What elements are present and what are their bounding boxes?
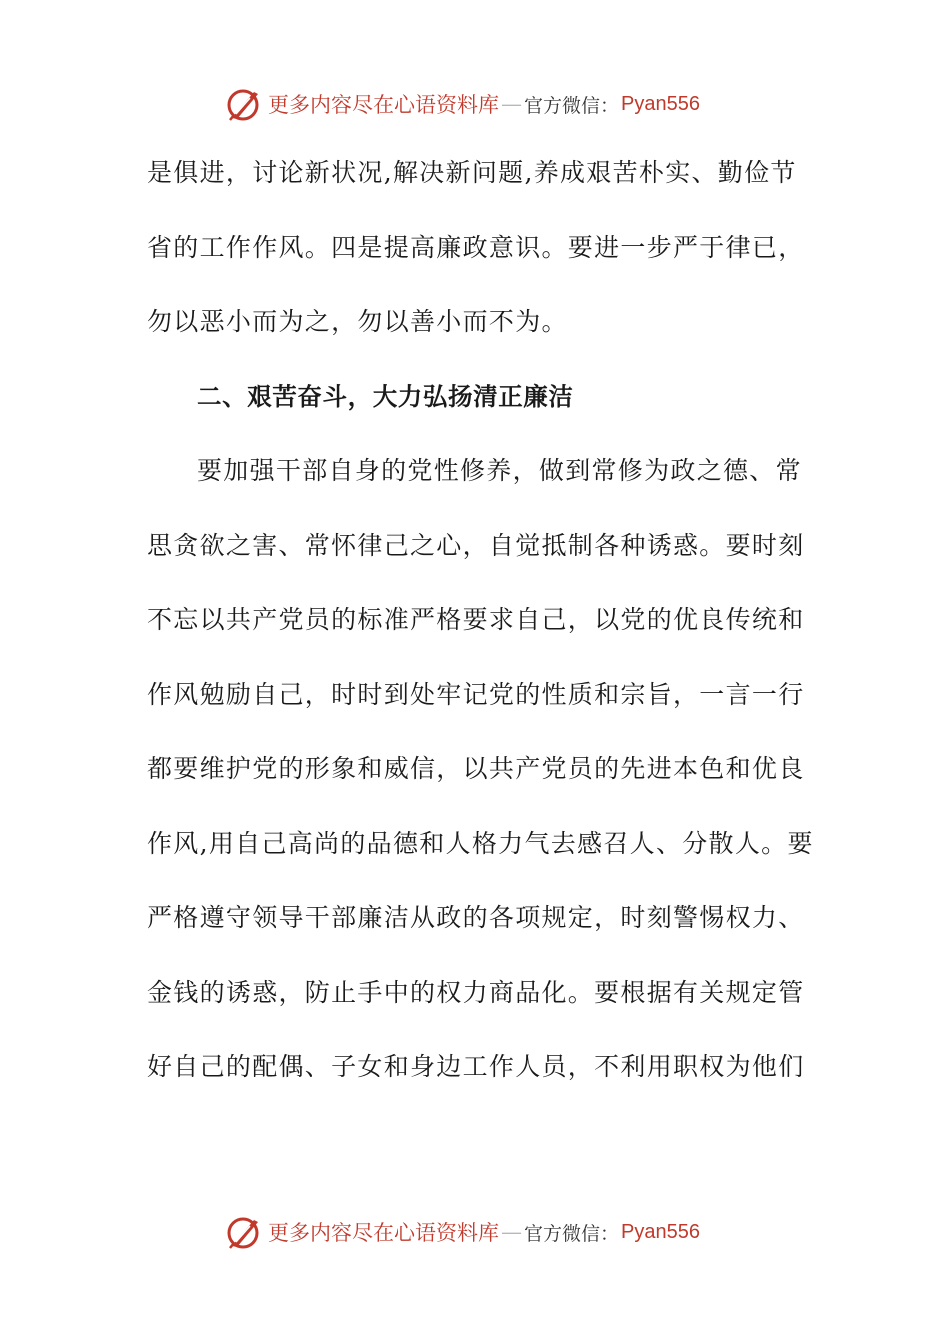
text-line: 严格遵守领导干部廉洁从政的各项规定，时刻警惕权力、 [147, 903, 805, 932]
text-line: 不忘以共产党员的标准严格要求自己，以党的优良传统和 [147, 605, 805, 634]
text-line: 思贪欲之害、常怀律己之心，自觉抵制各种诱惑。要时刻 [147, 530, 805, 560]
separator-dash: — [501, 92, 522, 116]
text-line: 作风勉励自己，时时到处牢记党的性质和宗旨，一言一行 [147, 679, 805, 709]
text-line: 要加强干部自身的党性修养，做到常修为政之德、常 [197, 456, 802, 485]
text-line: 是俱进，讨论新状况,解决新问题,养成艰苦朴实、勤俭节 [147, 158, 797, 187]
text-line: 作风,用自己高尚的品德和人格力气去感召人、分散人。要 [147, 828, 814, 858]
text-line: 省的工作作风。四是提高廉政意识。要进一步严于律已， [147, 232, 805, 262]
quill-pen-icon [224, 1212, 264, 1252]
header-watermark [224, 82, 700, 126]
section-heading: 二、艰苦奋斗，大力弘扬清正廉洁 [197, 381, 574, 411]
quill-pen-icon [224, 84, 264, 124]
text-line: 好自己的配偶、子女和身边工作人员，不利用职权为他们 [147, 1052, 805, 1081]
text-line: 勿以恶小而为之，勿以善小而不为。 [147, 307, 568, 336]
wechat-id: Pyan556 [621, 1220, 700, 1243]
site-text: 更多内容尽在心语资料库 [268, 1221, 499, 1245]
footer-watermark [224, 1210, 700, 1254]
wechat-id: Pyan556 [621, 92, 700, 115]
wechat-label: 官方微信： [524, 94, 620, 117]
wechat-label: 官方微信： [524, 1222, 620, 1245]
text-line: 都要维护党的形象和威信，以共产党员的先进本色和优良 [147, 754, 805, 783]
text-line: 金钱的诱惑，防止手中的权力商品化。要根据有关规定管 [147, 977, 805, 1007]
document-body [147, 136, 814, 1105]
site-text: 更多内容尽在心语资料库 [268, 93, 499, 117]
separator-dash: — [501, 1220, 522, 1244]
